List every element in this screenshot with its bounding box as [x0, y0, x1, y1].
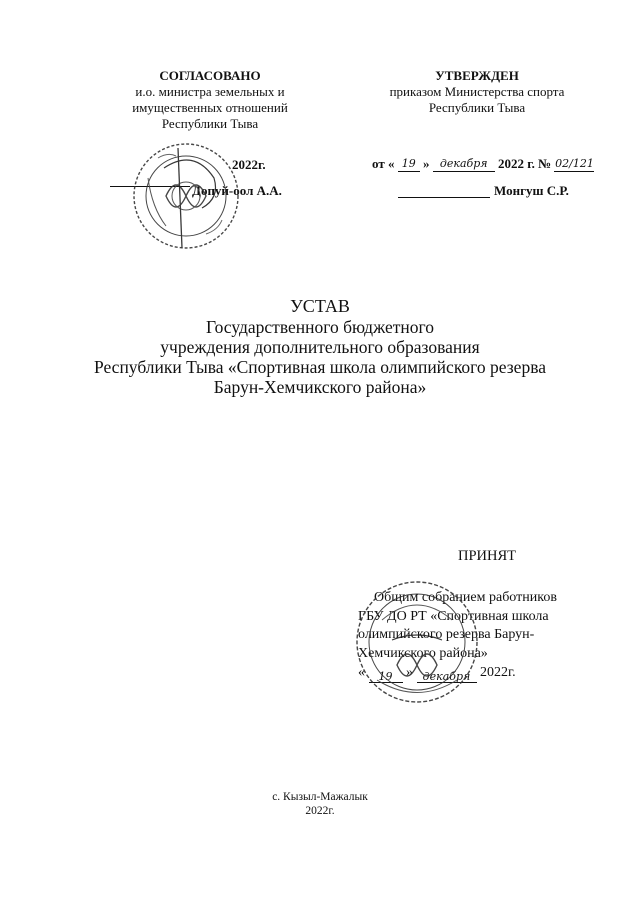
- order-number: 02/121: [555, 157, 594, 170]
- accepted-date-close: »: [406, 665, 413, 680]
- document-title-block: [40, 296, 600, 397]
- accepted-line3: олимпийского резерва Барун-: [358, 627, 535, 642]
- approved-heading: СОГЛАСОВАНО: [159, 68, 261, 83]
- date-day: 19: [398, 157, 420, 172]
- left-seal-stamp: [118, 138, 253, 253]
- accepted-line2: ГБУ ДО РТ «Спортивная школа: [358, 608, 549, 624]
- accepted-line1: Общим собранием работников: [374, 590, 557, 605]
- approver-position-line2: имущественных отношений: [132, 100, 288, 115]
- footer-block: [220, 790, 420, 818]
- left-date-year: 2022г.: [232, 157, 266, 172]
- order-line1: приказом Министерства спорта: [389, 84, 565, 99]
- date-close-quote: »: [422, 156, 430, 171]
- document-title: УСТАВ: [290, 296, 350, 316]
- left-signer-name: Допуй-оол А.А.: [192, 183, 282, 198]
- order-date-line: [372, 156, 594, 172]
- approver-position-line1: и.о. министра земельных и: [135, 84, 285, 99]
- accepted-date-month: декабря: [417, 668, 477, 683]
- footer-year: 2022г.: [305, 805, 335, 817]
- title-line1: Государственного бюджетного: [206, 317, 434, 337]
- date-month: декабря: [433, 157, 495, 172]
- title-line2: учреждения дополнительного образования: [160, 337, 480, 357]
- right-signer-name: Монгуш С.Р.: [494, 183, 569, 198]
- accepted-year: 2022г.: [480, 665, 516, 680]
- date-open-quote: от «: [372, 156, 395, 171]
- title-line4: Барун-Хемчикского района»: [213, 377, 427, 397]
- approval-block-left: [95, 68, 325, 132]
- footer-place: с. Кызыл-Мажалык: [272, 791, 368, 803]
- approver-position-line3: Республики Тыва: [161, 116, 259, 131]
- order-line2: Республики Тыва: [428, 100, 526, 115]
- accepted-line4: Хемчикского района»: [358, 645, 488, 661]
- approval-block-right: [357, 68, 597, 116]
- school-seal-stamp: [352, 570, 482, 715]
- title-line3: Республики Тыва «Спортивная школа олимпийского резерва: [93, 357, 547, 377]
- confirmed-heading: УТВЕРЖДЕН: [435, 68, 519, 83]
- right-signature-line: [398, 197, 490, 198]
- accepted-date-open: «: [358, 665, 365, 680]
- accepted-heading: ПРИНЯТ: [458, 548, 517, 564]
- date-year: 2022 г. №: [497, 156, 552, 171]
- accepted-date-day: 19: [369, 668, 403, 683]
